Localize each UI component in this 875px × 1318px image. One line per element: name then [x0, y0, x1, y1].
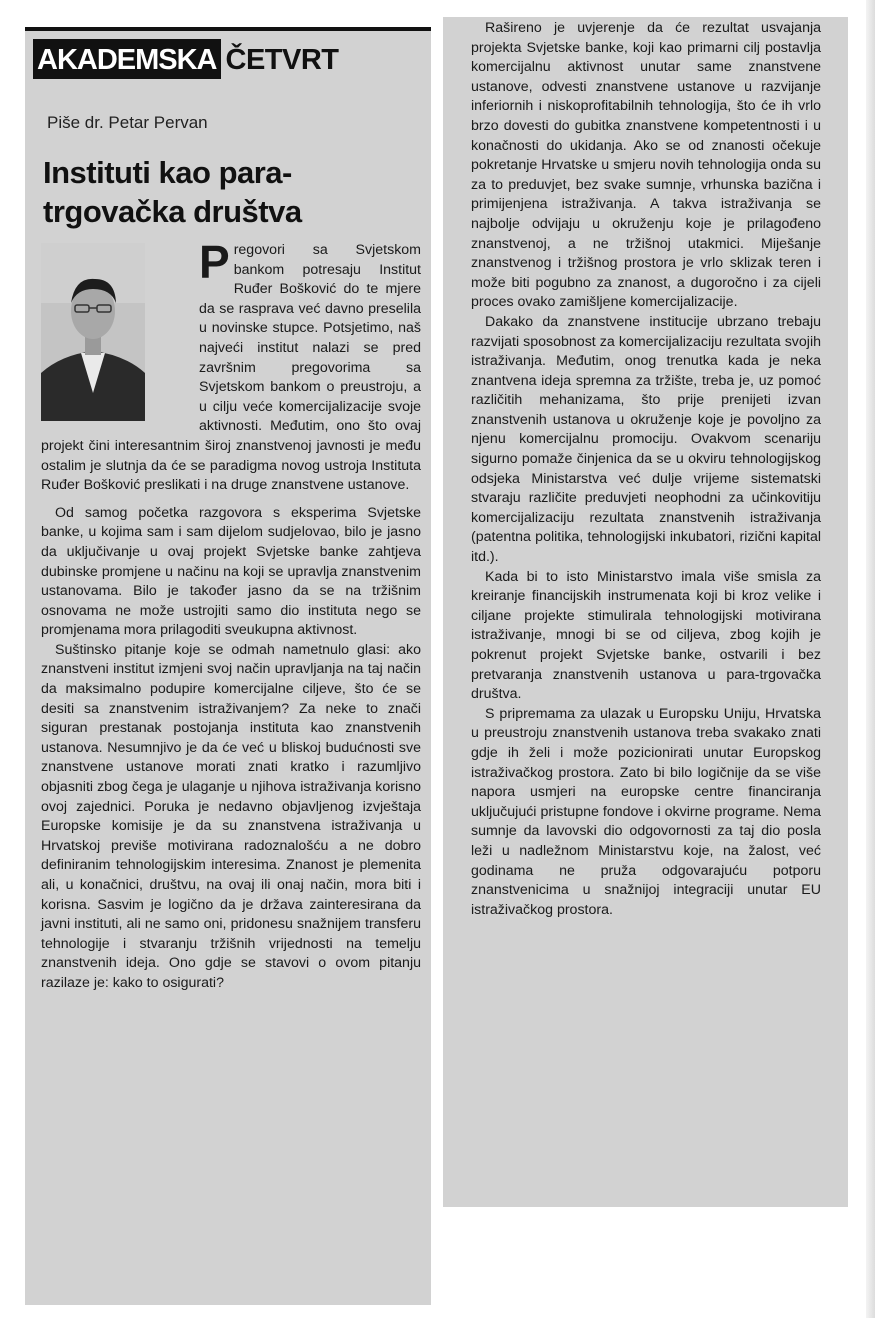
masthead-light-label: ČETVRT [225, 44, 339, 76]
paragraph: Rašireno je uvjerenje da će rezultat usvajanja projekta Svjetske banke, koji kao primarni cilj postavlja komercijalnu aktivnost unutar same znanstvene ustanove, odvesti znanstvene ustanove u razvijanje inferiornih i niskoprofitabilnih tehnologija, što će ih vrlo brzo dovesti do gubitka znanstvene kompetentnosti i u konačnosti do ukidanja. Ako se od znanosti očekuje pokretanje Hrvatske u smjeru novih tehnologija onda su za to preduvjet, bez svake sumnje, vrhunska bazična i primijenjena istraživanja. A takva istraživanja se najbolje odvijaju u okruženju koje je prilagođeno znanstvenoj, a ne tržišnoj utakmici. Miješanje znanstvenog i tržišnog prostora je vrlo sklizak teren i može biti pogubno za znanost, a dugoročno i za cijeli proces ovako zamišljene komercijalizacije. [471, 20, 821, 311]
masthead-top-rule [25, 27, 431, 31]
left-column-text [41, 236, 421, 994]
scan-edge [866, 0, 875, 1318]
paragraph: Suštinsko pitanje koje se odmah nametnulo glasi: ako znanstveni institut izmjeni svoj način upravljanja na taj način da maksimalno podupire komercijalne ciljeve, što će se desiti sa znanstvenim istraživanjem? Za neke to znači siguran prestanak postojanja instituta kao znanstvenih ustanova. Nesumnjivo je da će već u bliskoj budućnosti sve znanstvene ustanove morati znati kratko i razumljivo objasniti zbog čega je ulaganje u njihova istraživanja korisno ovoj zajednici. Poruka je nedavno objavljenog izvještaja Europske komisije je da su znanstvena istraživanja u Hrvatskoj previše motivirana radoznalošću a ne dobro definiranim tehnologijskim interesima. Znanost je plemenita ali, u konačnici, društvu, na ovaj ili onaj način, mora biti i korisna. Sasvim je logično da je država zainteresirana da javni instituti, ali ne samo oni, pridonesu snažnijem transferu tehnologije i stvaranju tržišnih vrijednosti na temelju znanstvenih ideja. Ono gdje se stavovi o ovom pitanju razilaze je: kako to osigurati? [41, 641, 421, 991]
paragraph: Pregovori sa Svjetskom bankom potresaju Institut Ruđer Bošković do te mjere da se rasprava već davno preselila u novinske stupce. Potsjetimo, naš najveći institut nalazi se pred završnim pregovorima sa Svjetskom bankom o preustroju, a u cilju veće komercijalizacije svoje aktivnosti. Međutim, ono što ovaj projekt čini interesantnim široj znanstvenoj javnosti je među ostalim je slutnja da će se paradigma novog ustroja Instituta Ruđer Bošković preslikati i na druge znanstvene ustanove. [41, 236, 421, 494]
right-column-text [471, 19, 821, 920]
right-column [443, 17, 848, 1207]
masthead-dark-label: AKADEMSKA [33, 39, 221, 79]
paragraph: Kada bi to isto Ministarstvo imala više smisla za kreiranje financijskih instrumenata koji bi kroz velike i ciljane projekte stimulirala tehnologijski motivirana istraživanje, mnogi bi se od ciljeva, zbog kojih je pokrenut projekt Svjetske banke, ostvarili i bez pretvaranja znanstvenih ustanova u para-trgovačka društva. [471, 568, 821, 703]
left-column [25, 27, 431, 1305]
drop-cap: P [199, 236, 230, 288]
byline: Piše dr. Petar Pervan [47, 113, 208, 132]
paragraph: S pripremama za ulazak u Europsku Uniju, Hrvatska u preustroju znanstvenih ustanova treba svakako znati gdje ih želi i može pozicionirati unutar Europskog istraživačkog prostora. Zato bi bilo logičnije da se više napora usmjeri na europske centre financiranja uključujući pristupne fondove i okvirne programe. Nema sumnje da lavovski dio odgovornosti za taj dio posla leži u nadležnom Ministarstvu koje, na žalost, već godinama ne pruža odgovarajuću potporu znanstvenicima u snažnijoj integraciji unutar EU istraživačkog prostora. [471, 705, 821, 918]
paragraph: Dakako da znanstvene institucije ubrzano trebaju razvijati sposobnost za komercijalizaciju rezultata svojih istraživanja. Međutim, onog trenutka kada je neka znantvena ideja spremna za tržište, treba je, uz pomoć različitih mehanizama, što prije prenijeti izvan znanstvenih ustanova u okruženje koje je povoljno za njenu komercijalnu promociju. Ovakvom scenariju sigurno pomaže činjenica da se u okviru tehnologijskog odsjeka Ministarstva već dulje vrijeme sistematski stvaraju različite preduvjeti neophodni za učinkovitiju komercijalizaciju rezultata znanstvenih istraživanja (patentna politika, tehnologijski inkubatori, rizični kapital itd.). [471, 313, 821, 566]
article-headline: Instituti kao para-trgovačka društva [43, 155, 302, 229]
column-masthead [33, 39, 339, 79]
paragraph: Od samog početka razgovora s eksperima Svjetske banke, u kojima sam i sam dijelom sudjelovao, bilo je jasno da uključivanje u ovaj projekt Svjetske banke zahtjeva dubinske promjene u načinu na koji se upravlja znanstvenim ustanovama. Bilo je također jasno da se na tržišnim osnovama ne može ustrojiti samo dio instituta nego se promjenama mora prilagoditi sveukupna aktivnost. [41, 504, 421, 639]
